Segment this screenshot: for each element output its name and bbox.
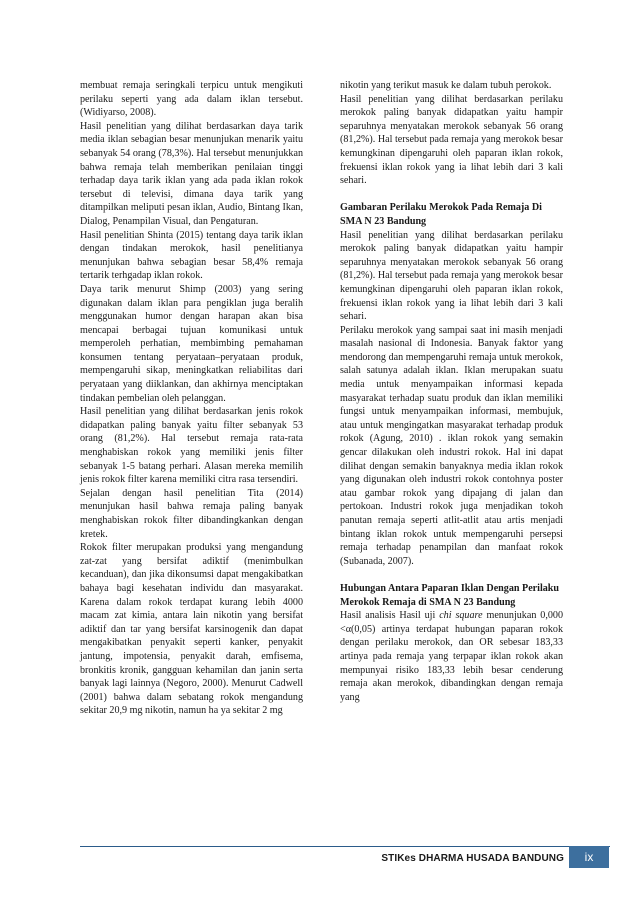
text-run: menunjukan 0,000 <α(0,05) artinya terdapat hubungan paparan rokok dengan perilaku merokok, dan OR sebesar 183,33 artinya pada remaja yang terpapar iklan rokok akan mempunyai risiko 183,33 lebih besar cenderung remaja akan merokok, dibandingkan dengan remaja yang [340,610,563,703]
paragraph [340,609,563,704]
page-number: ix [569,846,609,868]
paragraph: Sejalan dengan hasil penelitian Tita (2014) menunjukan hasil bahwa remaja paling banyak menghabiskan rokok filter dibandingkankan dengan kretek. [80,487,303,540]
paragraph: Hasil penelitian yang dilihat berdasarkan perilaku merokok paling banyak didapatkan yaitu hampir separuhnya menyatakan merokok sebanyak 56 orang (81,2%). Hal tersebut pada remaja yang merokok besar kemungkinan dipengaruhi oleh paparan iklan rokok, frekuensi iklan rokok yang ia lihat lebih dari 3 kali sehari. [340,229,563,323]
footer-institution: STIKes DHARMA HUSADA BANDUNG [381,853,564,864]
section-heading: Hubungan Antara Paparan Iklan Dengan Perilaku Merokok Remaja di SMA N 23 Bandung [340,582,560,608]
italic-term: chi square [439,610,483,622]
paragraph: Daya tarik menurut Shimp (2003) yang sering digunakan dalam iklan para pengiklan juga beralih menggunakan humor dengan harapan akan bisa mencapai berbagai tujuan komunikasi untuk memperoleh perhatian, membimbing pemahaman konsumen tentang peryataan–peryataan produk, mempengaruhi sikap, meningkatkan reliabilitas dari peryataan yang diiklankan, dan akhirnya menciptakan tindakan pembelian oleh pelanggan. [80,283,303,404]
right-column [340,79,563,704]
left-column [80,79,303,718]
text-run: Hasil analisis Hasil uji [340,610,440,622]
paragraph: Perilaku merokok yang sampai saat ini masih menjadi masalah nasional di Indonesia. Banyak faktor yang mendorong dan mempengaruhi remaja untuk merokok, salah satunya adalah iklan. Iklan merupakan suatu media untuk menyampaikan informasi kepada masyarakat terhadap suatu produk dan iklan memiliki fungsi untuk menyampaikan informasi, membujuk, atau untuk mengingatkan masyarakat terhadap produk rokok (Agung, 2010) . iklan rokok yang semakin gencar dilakukan oleh industri rokok. Hal ini dapat dilihat dengan semakin banyaknya media iklan rokok yang digunakan oleh industri rokok contohnya poster atau gambar rokok yang dipajang di jalan dan pertokoan. Industri rokok juga menjadikan tokoh panutan remaja seperti atlit-atlit atau artis menjadi bintang iklan rokok untuk mempengaruhi persepsi remaja terhadap penampilan dan manfaat rokok (Subanada, 2007). [340,324,563,567]
paragraph: Hasil penelitian Shinta (2015) tentang daya tarik iklan dengan tindakan merokok, hasil penelitianya menunjukan bahwa sebagian besar 58,4% remaja tertarik terhgadap iklan rokok. [80,229,303,282]
paragraph: Hasil penelitian yang dilihat berdasarkan daya tarik media iklan sebagian besar menunjukan menarik yaitu sebanyak 54 orang (78,3%). Hal tersebut menunjukkan bahwa remaja telah memberikan penilaian tinggi terhadap daya tarik iklan yang ada pada iklan rokok tersebut di televisi, dimana daya tarik yang ditampilkan meliputi pesan iklan, Audio, Bintang Ikan, Dialog, Penampilan Visual, dan Pengaturan. [80,120,303,227]
section-heading: Gambaran Perilaku Merokok Pada Remaja Di SMA N 23 Bandung [340,202,542,227]
paragraph: Hasil penelitian yang dilihat berdasarkan perilaku merokok paling banyak didapatkan yaitu hampir separuhnya menyatakan merokok sebanyak 56 orang (81,2%). Hal tersebut pada remaja yang merokok besar kemungkinan dipengaruhi oleh paparan iklan rokok, frekuensi iklan rokok yang ia lihat lebih dari 3 kali sehari. [340,93,563,187]
paragraph: Hasil penelitian yang dilihat berdasarkan jenis rokok didapatkan paling banyak yaitu filter sebanyak 53 orang (81,2%). Hal tersebut remaja rata-rata menghabiskan rokok yang memiliki jenis filter sebanyak 1-5 batang perhari. Alasan mereka memilih jenis rokok filter karena memiliki citra rasa tersendiri. [80,406,303,486]
spacer [340,188,563,202]
footer-divider [80,846,610,847]
spacer [340,568,563,582]
paragraph: Rokok filter merupakan produksi yang mengandung zat-zat yang bersifat adiktif (menimbulkan kecanduan), dan jika dikonsumsi dapat mengakibatkan bahaya bagi kesehatan individu dan masyarakat. Karena dalam rokok terdapat kurang lebih 4000 macam zat kimia, antara lain nikotin yang bersifat adiktif dan tar yang bersifat karsinogenik dan dapat mengakibatkan penyakit seperti kanker, penyakit jantung, impotensia, penyakit darah, emfisema, bronkitis kronik, gangguan kehamilan dan janin serta banyak lagi lainnya (Negoro, 2000). Menurut Cadwell (2001) bahwa dalam sebatang rokok mengandung sekitar 20,9 mg nikotin, namun ha ya sekitar 2 mg [80,542,303,717]
paragraph: membuat remaja seringkali terpicu untuk mengikuti perilaku seperti yang ada dalam iklan tersebut. (Widiyarso, 2008). [80,80,303,119]
paragraph: nikotin yang terikut masuk ke dalam tubuh perokok. [340,80,552,91]
